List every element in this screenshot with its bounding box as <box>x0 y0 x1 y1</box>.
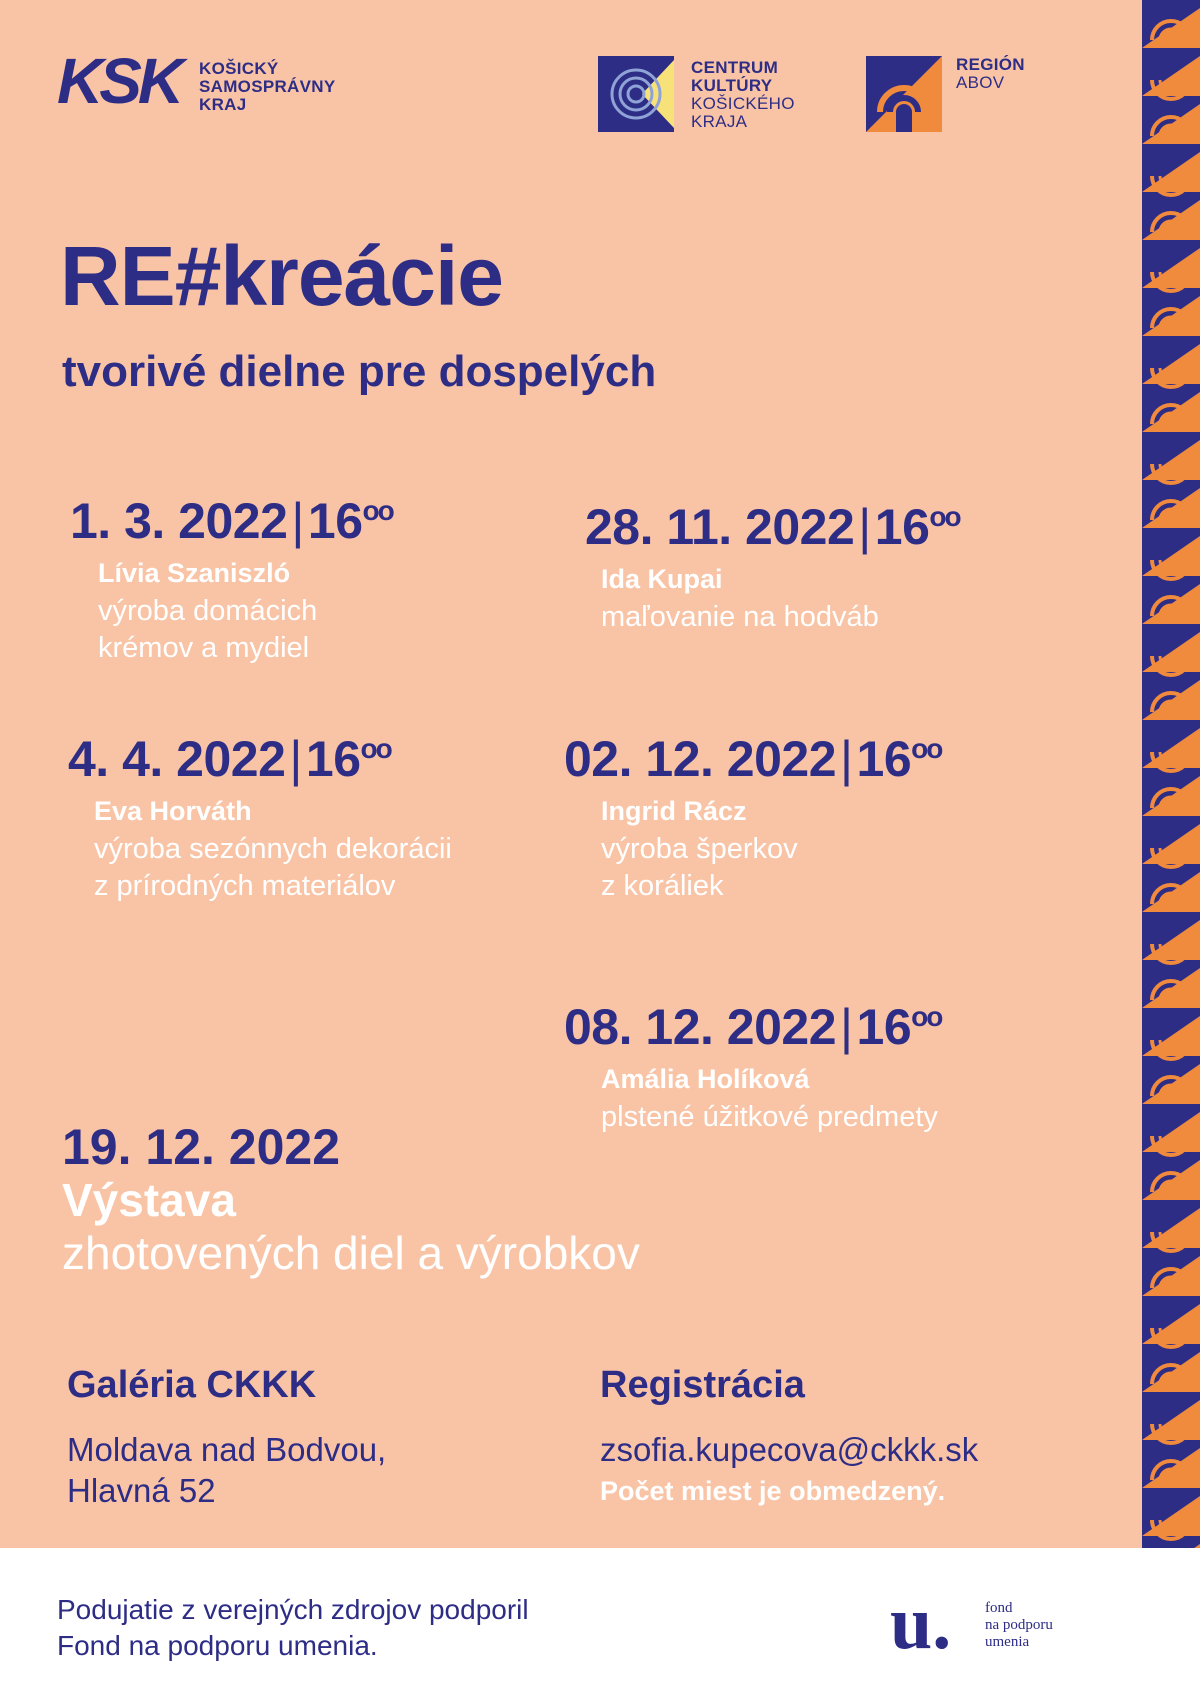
event-5-desc-line-1: plstené úžitkové predmety <box>601 1101 938 1133</box>
event-3-time-sup: oo <box>360 733 391 764</box>
event-4-time-sup: oo <box>911 733 942 764</box>
registration-section <box>600 1364 978 1507</box>
venue-section <box>67 1364 386 1511</box>
event-4-person: Ingrid Rácz <box>601 796 747 826</box>
footer-line-1: Podujatie z verejných zdrojov podporil <box>57 1594 529 1625</box>
event-1-time: 16 <box>307 493 363 549</box>
registration-title: Registrácia <box>600 1364 805 1406</box>
registration-note: Počet miest je obmedzený. <box>600 1476 946 1506</box>
event-1 <box>70 492 393 667</box>
event-5 <box>564 998 941 1136</box>
event-3-person: Eva Horváth <box>94 796 252 826</box>
exhibition-title: Výstava <box>62 1174 236 1226</box>
venue-title: Galéria CKKK <box>67 1364 317 1406</box>
event-3 <box>68 730 452 905</box>
event-4-date: 02. 12. $2022|16^{oo}$ <box>564 731 942 787</box>
event-4-desc-line-1: výroba šperkov <box>601 833 798 865</box>
fpu-line-2: na podporu <box>985 1617 1053 1633</box>
event-1-time-sup: oo <box>362 495 393 526</box>
event-4-date-value: 02. 12. 2022 <box>564 731 837 787</box>
event-1-person: Lívia Szaniszló <box>98 558 291 588</box>
event-4-time: 16 <box>856 731 912 787</box>
ckkk-logo-icon <box>598 56 674 132</box>
registration-email[interactable]: zsofia.kupecova@ckkk.sk <box>600 1431 979 1468</box>
region-abov-logo-icon <box>866 56 942 132</box>
page-subtitle: tvorivé dielne pre dospelých <box>62 347 657 396</box>
event-2-time: 16 <box>874 499 930 555</box>
exhibition-desc: zhotovených diel a výrobkov <box>62 1227 640 1279</box>
event-2 <box>585 498 960 636</box>
event-1-desc-line-1: výroba domácich <box>98 595 318 627</box>
exhibition-date: 19. 12. 2022 <box>62 1119 341 1175</box>
venue-line-1: Moldava nad Bodvou, <box>67 1431 387 1468</box>
page-title: RE#kreácie <box>60 229 504 323</box>
decorative-border-strip <box>1142 0 1200 1548</box>
fpu-logo-mark: u. <box>890 1581 952 1665</box>
event-2-date: 28. 11. $2022|16^{oo}$ <box>585 499 960 555</box>
ckkk-logo-line-3: KOŠICKÉHO <box>691 94 795 113</box>
event-1-desc-line-2: krémov a mydiel <box>98 632 310 664</box>
event-5-date: 08. 12. $2022|16^{oo}$ <box>564 999 942 1055</box>
event-2-person: Ida Kupai <box>601 564 723 594</box>
ksk-logo-line-2: SAMOSPRÁVNY <box>199 77 336 96</box>
event-3-date-value: 4. 4. 2022 <box>68 731 286 787</box>
region-logo-line-2: ABOV <box>956 73 1005 92</box>
ckkk-logo-line-1: CENTRUM <box>691 58 779 77</box>
fpu-line-3: umenia <box>985 1634 1030 1650</box>
ksk-logo-line-1: KOŠICKÝ <box>199 59 279 78</box>
event-2-date-value: 28. 11. 2022 <box>585 499 855 555</box>
region-logo-line-1: REGIÓN <box>956 55 1025 74</box>
event-2-time-sup: oo <box>929 501 960 532</box>
ksk-logo-line-3: KRAJ <box>199 95 247 114</box>
event-3-time: 16 <box>305 731 361 787</box>
event-4 <box>564 730 941 905</box>
event-4-desc-line-2: z koráliek <box>601 870 724 902</box>
event-2-desc-line-1: maľovanie na hodváb <box>601 601 879 633</box>
event-3-date: 4. 4. $2022|16^{oo}$ <box>68 731 391 787</box>
event-5-date-value: 08. 12. 2022 <box>564 999 837 1055</box>
venue-line-2: Hlavná 52 <box>67 1472 216 1509</box>
event-5-time: 16 <box>856 999 912 1055</box>
fpu-line-1: fond <box>985 1600 1013 1616</box>
event-1-date-value: 1. 3. 2022 <box>70 493 288 549</box>
ckkk-logo-line-2: KULTÚRY <box>691 76 773 95</box>
footer-line-2: Fond na podporu umenia. <box>57 1630 378 1661</box>
event-5-person: Amália Holíková <box>601 1064 810 1094</box>
event-3-desc-line-1: výroba sezónnych dekorácii <box>94 833 452 865</box>
ckkk-logo-line-4: KRAJA <box>691 112 748 131</box>
ksk-logo-mark: KSK <box>57 45 181 117</box>
event-1-date: 1. 3. $2022|16^{oo}$ <box>70 493 393 549</box>
event-3-desc-line-2: z prírodných materiálov <box>94 870 396 902</box>
footer-support-text <box>57 1592 529 1664</box>
event-5-time-sup: oo <box>911 1001 942 1032</box>
fpu-logo-text <box>985 1600 1053 1651</box>
